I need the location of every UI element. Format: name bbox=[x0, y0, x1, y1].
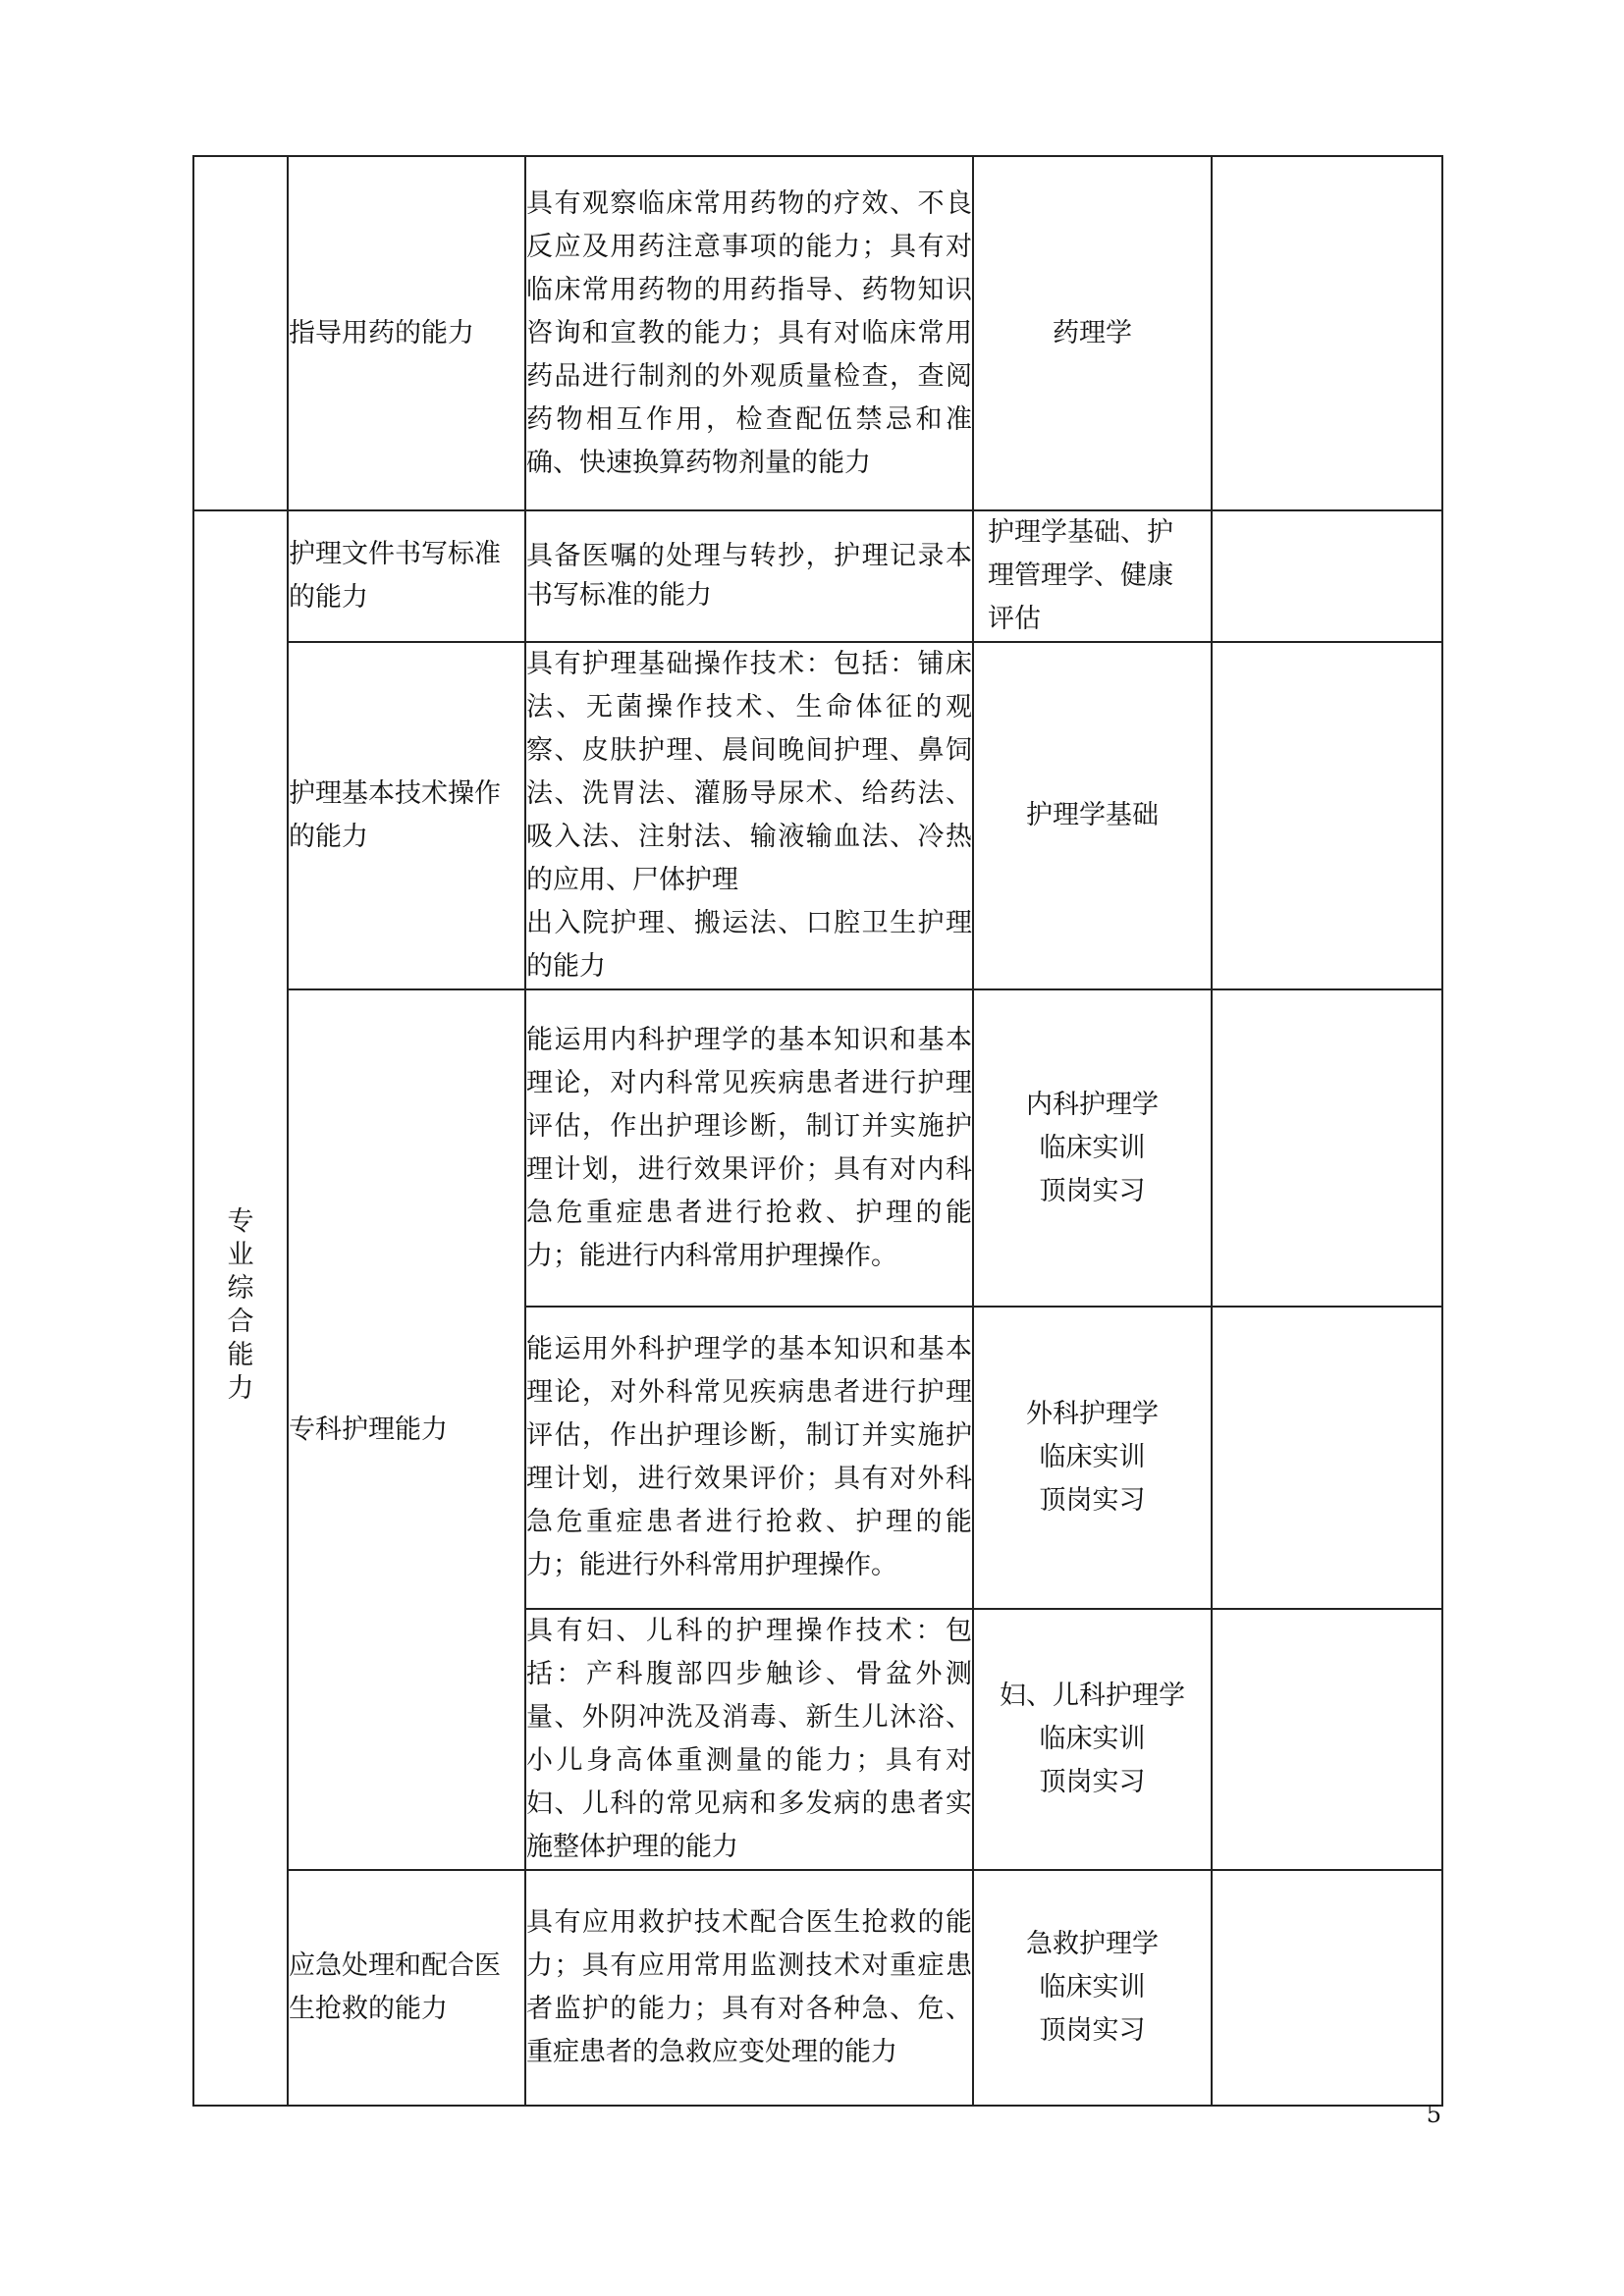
ability-cell: 专科护理能力 bbox=[288, 989, 525, 1870]
category-cell-empty bbox=[193, 156, 288, 510]
ability-cell: 护理文件书写标准的能力 bbox=[288, 510, 525, 642]
course-line: 外科护理学 bbox=[1026, 1399, 1159, 1429]
course-line: 临床实训 bbox=[1039, 1132, 1146, 1163]
course-line: 护理学基础、护理管理学、健康评估 bbox=[988, 517, 1173, 634]
extra-cell bbox=[1212, 642, 1442, 989]
competency-table bbox=[192, 155, 1443, 2107]
course-line: 顶岗实习 bbox=[1039, 1485, 1146, 1516]
ability-cell: 应急处理和配合医生抢救的能力 bbox=[288, 1870, 525, 2106]
course-cell bbox=[973, 642, 1212, 989]
description-cell: 具有妇、儿科的护理操作技术：包括：产科腹部四步触诊、骨盆外测量、外阴冲洗及消毒、新生儿沐浴、小儿身高体重测量的能力；具有对妇、儿科的常见病和多发病的患者实施整体护理的能力 bbox=[525, 1609, 973, 1870]
description-cell: 具有应用救护技术配合医生抢救的能力；具有应用常用监测技术对重症患者监护的能力；具有对各种急、危、重症患者的急救应变处理的能力 bbox=[525, 1870, 973, 2106]
table-row bbox=[193, 989, 1442, 1307]
course-cell bbox=[973, 989, 1212, 1307]
ability-cell: 指导用药的能力 bbox=[288, 156, 525, 510]
description-cell: 能运用内科护理学的基本知识和基本理论，对内科常见疾病患者进行护理评估，作出护理诊断，制订并实施护理计划，进行效果评价；具有对内科急危重症患者进行抢救、护理的能力；能进行内科常用护理操作。 bbox=[525, 989, 973, 1307]
course-line: 顶岗实习 bbox=[1039, 2015, 1146, 2046]
course-cell bbox=[973, 1609, 1212, 1870]
page-number: 5 bbox=[1426, 2101, 1441, 2128]
course-line: 顶岗实习 bbox=[1039, 1175, 1146, 1206]
extra-cell bbox=[1212, 156, 1442, 510]
table-row bbox=[193, 1870, 1442, 2106]
course-line: 妇、儿科护理学 bbox=[1000, 1681, 1185, 1711]
extra-cell bbox=[1212, 1609, 1442, 1870]
course-line: 临床实训 bbox=[1039, 1724, 1146, 1754]
table-row bbox=[193, 510, 1442, 642]
ability-cell: 护理基本技术操作的能力 bbox=[288, 642, 525, 989]
course-cell bbox=[973, 156, 1212, 510]
course-cell bbox=[973, 1870, 1212, 2106]
course-line: 顶岗实习 bbox=[1039, 1767, 1146, 1797]
course-line: 药理学 bbox=[1053, 317, 1132, 348]
table-row bbox=[193, 156, 1442, 510]
course-line: 护理学基础 bbox=[1026, 800, 1159, 830]
description-cell: 具有观察临床常用药物的疗效、不良反应及用药注意事项的能力；具有对临床常用药物的用药指导、药物知识咨询和宣教的能力；具有对临床常用药品进行制剂的外观质量检查，查阅药物相互作用，检查配伍禁忌和准确、快速换算药物剂量的能力 bbox=[525, 156, 973, 510]
extra-cell bbox=[1212, 1870, 1442, 2106]
description-cell: 能运用外科护理学的基本知识和基本理论，对外科常见疾病患者进行护理评估，作出护理诊断，制订并实施护理计划，进行效果评价；具有对外科急危重症患者进行抢救、护理的能力；能进行外科常用护理操作。 bbox=[525, 1307, 973, 1609]
table-row bbox=[193, 642, 1442, 989]
course-line: 内科护理学 bbox=[1026, 1089, 1159, 1120]
extra-cell bbox=[1212, 510, 1442, 642]
category-label: 专业综合能力 bbox=[227, 1206, 254, 1404]
description-cell bbox=[525, 642, 973, 989]
description-text-continued: 出入院护理、搬运法、口腔卫生护理的能力 bbox=[526, 908, 972, 982]
course-line: 临床实训 bbox=[1039, 1972, 1146, 2002]
course-cell bbox=[973, 1307, 1212, 1609]
extra-cell bbox=[1212, 1307, 1442, 1609]
description-text: 具有护理基础操作技术：包括：铺床法、无菌操作技术、生命体征的观察、皮肤护理、晨间晚间护理、鼻饲法、洗胃法、灌肠导尿术、给药法、吸入法、注射法、输液输血法、冷热的应用、尸体护理 bbox=[526, 649, 972, 895]
category-cell bbox=[193, 510, 288, 2106]
description-cell: 具备医嘱的处理与转抄，护理记录本书写标准的能力 bbox=[525, 510, 973, 642]
extra-cell bbox=[1212, 989, 1442, 1307]
course-line: 临床实训 bbox=[1039, 1442, 1146, 1472]
course-line: 急救护理学 bbox=[1026, 1929, 1159, 1959]
course-cell bbox=[973, 510, 1212, 642]
